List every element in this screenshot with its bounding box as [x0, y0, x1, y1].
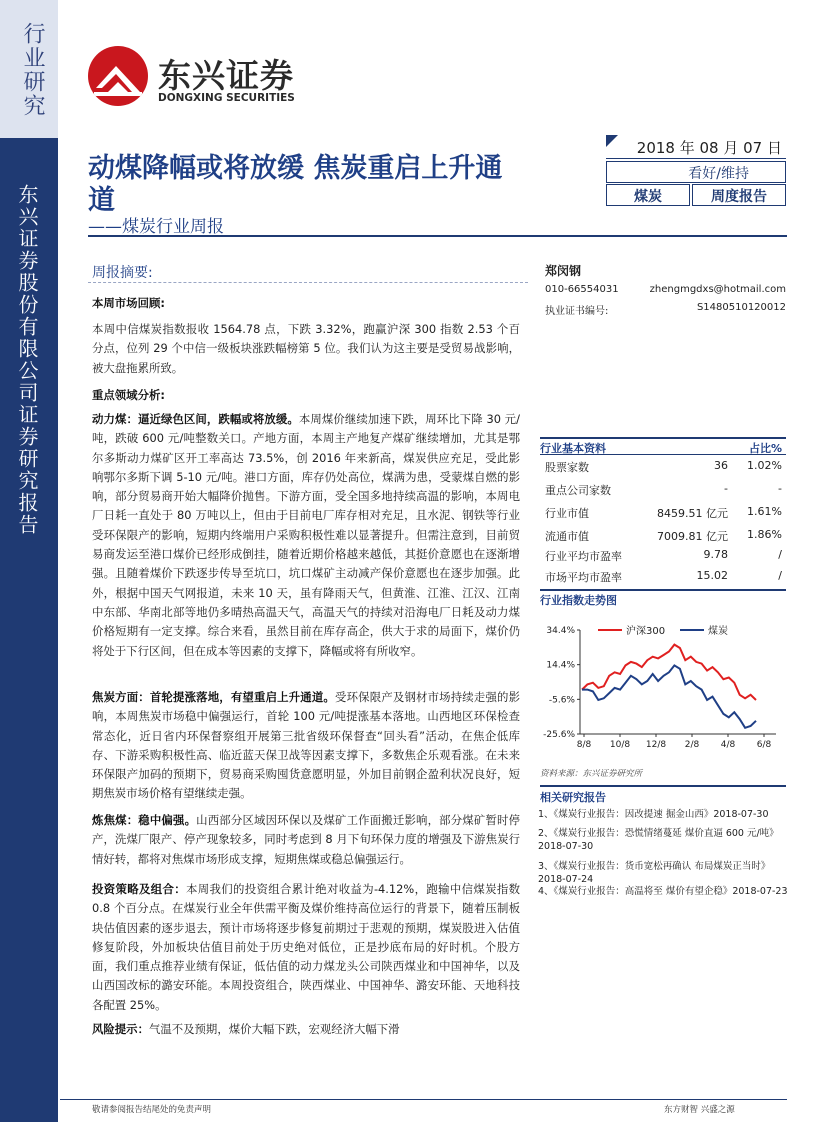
analyst-email[interactable]: zhengmgdxs@hotmail.com: [649, 284, 786, 295]
index-trend-chart: [540, 618, 786, 763]
sidebar-company: [0, 138, 58, 1122]
legend-label-0: 沪深300: [626, 626, 666, 637]
x-tick-label: 10/8: [609, 740, 631, 750]
x-tick-label: 6/8: [756, 740, 772, 750]
analyst-cert-number: S1480510120012: [696, 302, 786, 313]
summary-heading: 周报摘要:: [92, 265, 153, 281]
sector-tag: 煤炭: [606, 184, 690, 206]
section-risk: 风险提示：气温不及预期，煤价大幅下跌，宏观经济大幅下滑: [92, 1022, 400, 1036]
section-coke: 焦炭方面：首轮提涨落地，有望重启上升通道。受环保限产及钢材市场持续走强的影响，本周焦炭市场稳中偏强运行，首轮 100 元/吨提涨基本落地。山西地区环保检查常态化，近日省内环保督察组开展第三批省级环保督查“回头看”活动，在焦企低库存、下游采购积极性高、临近蓝天保卫战等因素支撑下，多数焦企乐观看涨。在未来环保限产加码的预期下，贸易商采购囤货意愿明显，外加目前钢企盈利状况良好，短期焦炭市场价格有望继续走强。: [92, 690, 520, 801]
section-market-review-title: 本周市场回顾:: [92, 296, 165, 310]
analyst-contact: [545, 284, 786, 295]
report-subtitle: ——煤炭行业周报: [88, 217, 224, 237]
legend-label-1: 煤炭: [708, 626, 728, 637]
basics-table-title: 行业基本资料: [540, 442, 606, 455]
section-key-areas-title: 重点领域分析:: [92, 388, 165, 402]
series-line-1: [582, 665, 756, 727]
summary-divider: [88, 282, 528, 283]
x-tick-label: 4/8: [720, 740, 736, 750]
section-thermal-coal: 动力煤：逼近绿色区间，跌幅或将放缓。本周煤价继续加速下跌，周环比下降 30 元/吨，跌破 600 元/吨整数关口。产地方面，本周主产地复产煤矿继续增加，尤其是鄂尔多斯动力煤矿区开工率高达 73.5%，创 2016 年来新高，煤炭供应充足，受此影响鄂尔多斯下调 5-10 元/吨。港口方面，库存仍处高位，煤满为患，受蒙煤自燃的影响，部分贸易商开始大幅降价抛售。下游方面，受全国多地持续高温的影响，本周电厂日耗一直处于 80 万吨以上，但由于目前电厂库存相对充足，且水泥、钢铁等行业受环保限产的影响，短期内终端用户采购积极性难以显著提升。但需注意到，目前贸易商发运至港口煤价已经形成倒挂，随着近期价格越来越低，其挺价意愿也在逐渐增强。且随着煤价下跌逐步传导至坑口，坑口煤矿主动减产保价意愿也在逐步加强。此外，根据中国天气网报道，未来 10 天，虽有降雨天气，但黄淮、江淮、江汉、江南中东部、华南北部等地仍多晴热高温天气，高温天气的持续对沿海电厂日耗及动力煤价格短期有一定支撑。综合来看，虽然目前在库存高企，供大于求的局面下，煤价仍将处于下行区间，但在成本等因素的支撑下，降幅或将有所收窄。: [92, 412, 520, 658]
header-divider: [88, 235, 787, 237]
sidebar-category: [0, 0, 58, 138]
y-tick-label: -25.6%: [543, 730, 575, 740]
logo-en: DONGXING SECURITIES: [158, 92, 295, 104]
y-tick-label: -5.6%: [548, 695, 575, 706]
report-date: [606, 135, 786, 159]
x-tick-label: 8/8: [576, 740, 592, 750]
analyst-cert-label: 执业证书编号:: [545, 306, 609, 317]
company-logo: [88, 46, 308, 108]
related-report-item[interactable]: 3、《煤炭行业报告：货币宽松再确认 布局煤炭正当时》2018-07-24: [538, 861, 771, 885]
section-coking-coal: 炼焦煤：稳中偏强。山西部分区域因环保以及煤矿工作面搬迁影响，部分煤矿暂时停产，洗煤厂限产、停产现象较多，同时考虑到 8 月下旬环保力度的增强及下游焦炭行情好转，都将对焦煤市场形成支撑，短期焦煤或稳总偏强运行。: [92, 813, 520, 866]
report-date-text: 2018 年 08 月 07 日: [636, 139, 782, 157]
table-row: 行业平均市盈率 9.78 /: [545, 548, 782, 563]
report-title-line1: 动煤降幅或将放缓 焦炭重启上升通: [88, 153, 503, 184]
analyst-cert: [545, 302, 786, 317]
analyst-name: 郑闵钢: [545, 264, 582, 278]
analyst-phone: 010-66554031: [545, 284, 619, 295]
table-row: 股票家数 36 1.02%: [545, 459, 782, 474]
related-report-item[interactable]: 2、《煤炭行业报告：恐慌情绪蔓延 煤价直逼 600 元/吨》2018-07-30: [538, 828, 779, 852]
table-row: 市场平均市盈率 15.02 /: [545, 569, 782, 584]
table-row: 重点公司家数 - -: [545, 482, 782, 497]
chart-source: 资料来源：东兴证券研究所: [540, 769, 643, 779]
section-strategy: 投资策略及组合：本周我们的投资组合累计绝对收益为-4.12%，跑输中信煤炭指数 0.8 个百分点。在煤炭行业全年供需平衡及煤价维持高位运行的背景下，随着压制板块估值因素的逐步退去，预计市场将逐步修复前期过于悲观的预期，煤炭股进入估值修复阶段，外加板块估值目前处于历史绝对低位，正是抄底布局的好时机。个股方面，我们重点推荐业绩有保证，低估值的动力煤龙头公司陕西煤业和中国神华，以及山西国改标的潞安环能。本周投资组合，陕西煤业、中国神华、潞安环能、天地科技各配置 25%。: [92, 882, 520, 1012]
rating-text: 看好/维持: [688, 166, 749, 182]
y-tick-label: 34.4%: [546, 626, 575, 636]
index-trend-svg: [540, 618, 786, 763]
section-market-review-text: 本周中信煤炭指数报收 1564.78 点，下跌 3.32%，跑赢沪深 300 指数 2.53 个百分点，位列 29 个中信一级板块涨跌幅榜第 5 位。我们认为这主要是受贸易战影响，被大盘拖累所致。: [92, 322, 520, 375]
report-title-line2: 道: [88, 185, 115, 216]
x-tick-label: 2/8: [684, 740, 700, 750]
footer-disclaimer: 敬请参阅报告结尾处的免责声明: [92, 1105, 212, 1115]
related-reports-title: 相关研究报告: [540, 785, 786, 805]
sidebar-category-label: 行业研究: [20, 22, 45, 118]
footer-slogan: 东方财智 兴盛之源: [664, 1105, 735, 1115]
table-row: 行业市值 8459.51 亿元 1.61%: [545, 505, 782, 520]
basics-table-header: [540, 437, 786, 455]
basics-table-col: 占比%: [748, 442, 782, 455]
table-row: 流通市值 7009.81 亿元 1.86%: [545, 528, 782, 543]
report-type-tag: 周度报告: [692, 184, 786, 206]
x-tick-label: 12/8: [645, 740, 667, 750]
logo-name: 东兴证券: [158, 56, 294, 95]
logo-emblem-icon: [88, 46, 148, 106]
sidebar-company-label: 东兴证券股份有限公司证券研究报告: [15, 184, 39, 536]
related-report-item[interactable]: 1、《煤炭行业报告：因改提速 掘金山西》2018-07-30: [538, 809, 769, 820]
corner-triangle-icon: [606, 135, 618, 147]
related-report-item[interactable]: 4、《煤炭行业报告：高温将至 煤价有望企稳》2018-07-23: [538, 886, 788, 897]
rating-box: [606, 161, 786, 183]
y-tick-label: 14.4%: [546, 660, 575, 671]
chart-title: 行业指数走势图: [540, 589, 786, 608]
footer-divider: [60, 1099, 787, 1100]
